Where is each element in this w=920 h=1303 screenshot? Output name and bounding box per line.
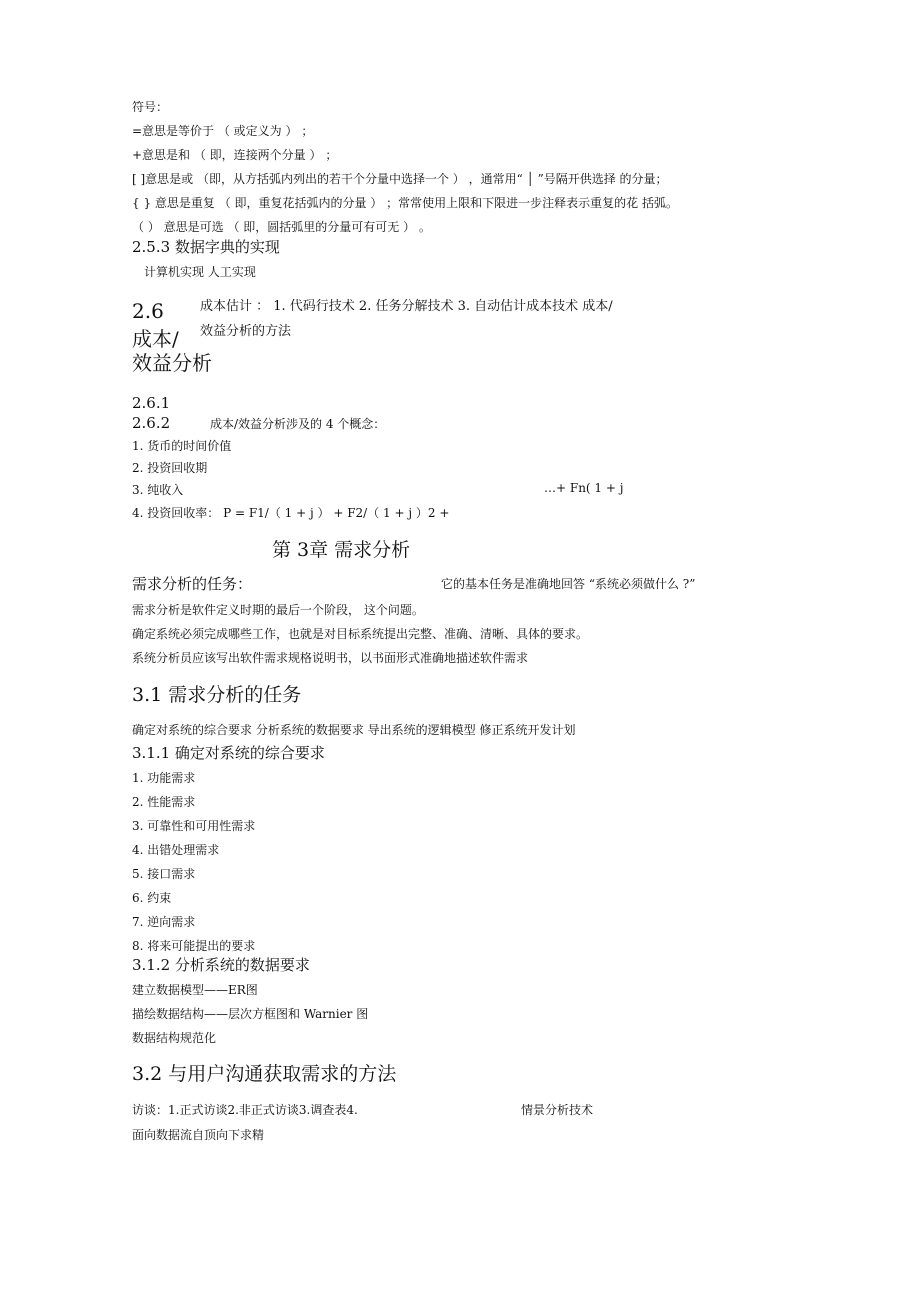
chapter-3-line: 系统分析员应该写出软件需求规格说明书，以书面形式准确地描述软件需求 [132,651,529,665]
section-2-5-3-body: 计算机实现 人工实现 [144,265,256,279]
section-2-6-2-text: 成本/效益分析涉及的 4 个概念： [210,417,386,431]
section-3-1-intro: 确定对系统的综合要求 分析系统的数据要求 导出系统的逻辑模型 修正系统开发计划 [132,723,576,737]
requirement-item: 8. 将来可能提出的要求 [132,939,256,953]
concept-item: 4. 投资回收率： P = F1/（ 1 + j ） + F2/（ 1 + j ）2 + [132,506,450,520]
symbol-optional-line: （ ） 意思是可选 （ 即，圆括弧里的分量可有可无 ） 。 [132,220,431,234]
data-requirement-item: 建立数据模型——ER图 [132,983,258,997]
section-2-6-title-line2: 效益分析 [132,351,212,375]
section-2-6-2-number: 2.6.2 [132,414,171,432]
chapter-3-line: 确定系统必须完成哪些工作，也就是对目标系统提出完整、准确、清晰、具体的要求。 [132,627,589,641]
data-requirement-item: 描绘数据结构——层次方框图和 Warnier 图 [132,1007,369,1021]
section-2-6-number: 2.6 [132,299,164,323]
requirement-item: 1. 功能需求 [132,771,196,785]
requirement-item: 7. 逆向需求 [132,915,196,929]
requirement-item: 6. 约束 [132,891,172,905]
section-2-6-title-line1: 成本/ [132,327,179,351]
symbols-title: 符号： [132,100,169,114]
formula-tail: …+ Fn( 1 + j [544,481,624,495]
symbol-repeat-line: { } 意思是重复 （ 即，重复花括弧内的分量 ） ；常常使用上限和下限进一步注释表示重复的花 括弧。 [132,196,678,210]
section-2-6-text-line1: 成本估计 ： 1. 代码行技术 2. 任务分解技术 3. 自动估计成本技术 成本/ [200,299,613,314]
requirement-item: 4. 出错处理需求 [132,843,220,857]
data-requirement-item: 数据结构规范化 [132,1031,217,1045]
requirement-item: 3. 可靠性和可用性需求 [132,819,256,833]
concept-item: 3. 纯收入 [132,483,184,497]
task-answer: 它的基本任务是准确地回答 “系统必须做什么 ?” [441,577,696,591]
scenario-analysis-text: 情景分析技术 [521,1103,594,1117]
section-2-6-1-heading: 2.6.1 [132,394,171,412]
dataflow-refinement-line: 面向数据流自顶向下求精 [132,1128,265,1142]
symbol-plus-line: +意思是和 （ 即，连接两个分量 ） ； [132,148,338,162]
concept-item: 2. 投资回收期 [132,461,208,475]
task-label: 需求分析的任务： [132,575,253,593]
symbol-or-line: [ ]意思是或 （即，从方括弧内列出的若干个分量中选择一个 ） ，通常用“ │ ”号隔开供选择 的分量； [132,172,668,186]
requirement-item: 5. 接口需求 [132,867,196,881]
chapter-3-line: 需求分析是软件定义时期的最后一个阶段， 这个问题。 [132,603,424,617]
section-3-1-1-heading: 3.1.1 确定对系统的综合要求 [132,744,325,762]
concept-item: 1. 货币的时间价值 [132,439,232,453]
section-2-5-3-heading: 2.5.3 数据字典的实现 [132,238,280,256]
section-3-1-heading: 3.1 需求分析的任务 [132,684,302,706]
requirement-item: 2. 性能需求 [132,795,196,809]
symbol-equal-line: =意思是等价于 （ 或定义为 ） ； [132,124,314,138]
section-3-1-2-heading: 3.1.2 分析系统的数据要求 [132,956,310,974]
section-2-6-text-line2: 效益分析的方法 [200,324,292,339]
interview-methods-line: 访谈：1.正式访谈2.非正式访谈3.调查表4. [132,1103,358,1117]
chapter-3-title: 第 3章 需求分析 [272,539,411,561]
section-3-2-heading: 3.2 与用户沟通获取需求的方法 [132,1063,397,1085]
